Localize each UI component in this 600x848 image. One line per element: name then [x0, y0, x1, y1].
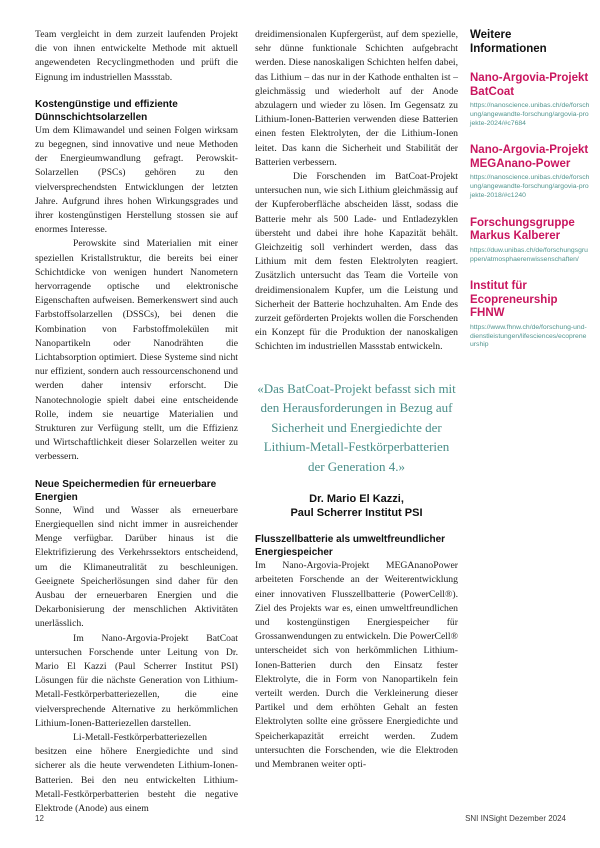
- sidebar-entry-link[interactable]: https://www.fhnw.ch/de/forschung-und-dienstleistungen/lifesciences/ecopreneurship: [470, 323, 587, 349]
- sidebar-entry-link[interactable]: https://nanoscience.unibas.ch/de/forschung/angewandte-forschung/argovia-projekte-2018/#c1240: [470, 174, 590, 199]
- body-paragraph: Im Nano-Argovia-Projekt BatCoat untersuchen Forschende unter Leitung von Dr. Mario El Kazzi (Paul Scherrer Institut PSI) Lösungen für die nächste Generation von Lithium-Metall-Festkörperbatteriezellen, die eine vielversprechende Alternative zu herkömmlichen Lithium-Ionen-Batteriezellen darstellen.: [35, 632, 238, 729]
- sidebar-entry-label: Nano-Argovia-Projekt MEGAnano-Power: [470, 144, 589, 170]
- page-number: 12: [35, 814, 44, 823]
- section-heading-flowcell: Flusszellbatterie als umweltfreundlicher Energiespeicher: [255, 534, 446, 559]
- body-paragraph: Die Forschenden im BatCoat-Projekt untersuchen nun, wie sich Lithium gleichmässig auf der Kupferoberfläche abscheiden lässt, sodass die Batterie mehr als 500 Lade- und Entladezyklen übersteht und dabei ihre hohe Kapazität behält. Gleichzeitig soll verhindert werden, dass das Lithium mit dem festen Elektrolyten reagiert. Zusätzlich untersucht das Team die Vorteile von dreidimensionalem Kupfer, um die Leistung und Sicherheit der Batterie hochzuhalten. Am Ende des zurzeit geförderten Projekts wollen die Forschenden ein Konzept für die Produktion der nanoskaligen Schichten im industriellen Massstab entwickeln.: [255, 171, 458, 353]
- pull-quote: «Das BatCoat-Projekt befasst sich mit den Herausforderungen in Bezug auf Sicherheit und Energiedichte der Lithium-Metall-Festkörperbatterien der Generation 4.»: [257, 380, 456, 474]
- section-heading-solar: Kostengünstige und effiziente Dünnschichtsolarzellen: [35, 98, 178, 123]
- section-heading-storage: Neue Speichermedien für erneuerbare Energien: [35, 478, 217, 503]
- sidebar-entry-meganano: [470, 144, 590, 200]
- body-paragraph: Im Nano-Argovia-Projekt MEGAnanoPower arbeiteten Forschende an der Weiterentwicklung einer innovativen Flusszellbatterie (PowerCell®). Ziel des Projekts war es, einen umweltfreundlichen und kostengünstigen Energiespeicher für Grossanwendungen zu entwickeln. Die PowerCell® unterscheidet sich von herkömmlichen Lithium-Ionen-Batterien durch den Einsatz fester Elektrolyte, die in Form von Nanopartikeln fein verteilt werden. Durch die Verkleinerung dieser Partikel und dem erhöhten Gehalt an festen Elektrolyten sollte eine grössere Energiedichte und Speicherkapazität erreicht werden. Zudem untersuchten die Forschenden, wie die Elektroden und Membranen weiter opti-: [255, 560, 458, 771]
- body-paragraph: Perowskite sind Materialien mit einer speziellen Kristallstruktur, die bereits bei einer Schichtdicke von wenigen hundert Nanometern hervorragende optische und elektronische Eigenschaften aufweisen. Bemerkenswert sind auch Farbstoffsolarzellen (DSSCs), bei denen die Kombination von Farbstoffmolekülen mit Nanopartikeln oder Nanodrähten die Lichtabsorption optimiert. Diese Systeme sind nicht nur effizient, sondern auch ressourcenschonend und werden daher intensiv erforscht. Die Nanotechnologie spielt dabei eine entscheidende Rolle, indem sie neuartige Materialien und Strukturen zur Verfügung stellt, um die Effizienz und Wirtschaftlichkeit dieser Solarzellen weiter zu verbessern.: [35, 238, 238, 463]
- body-paragraph: Um dem Klimawandel und seinen Folgen wirksam zu begegnen, sind innovative und neue Methoden der Energieumwandlung gefragt. Perowskit-Solarzellen (PSCs) gehören zu den vielversprechendsten Entwicklungen der letzten Jahre. Aufgrund ihres hohen Wirkungsgrades und ihrer kostengünstigen Herstellung stossen sie auf enormes Interesse.: [35, 124, 238, 236]
- sidebar: [470, 28, 590, 350]
- quote-attribution-org: Paul Scherrer Institut PSI: [290, 507, 423, 520]
- sidebar-entry-link[interactable]: https://duw.unibas.ch/de/forschungsgruppen/atmosphaerenwissenschaften/: [470, 246, 588, 263]
- body-paragraph: Team vergleicht in dem zurzeit laufenden Projekt die von ihnen entwickelte Methode mit aktuell angewendeten Recyclingmethoden und prüft die Eignung im industriellen Massstab.: [35, 29, 238, 83]
- sidebar-entry-link[interactable]: https://nanoscience.unibas.ch/de/forschung/angewandte-forschung/argovia-projekte-2024/#c7684: [470, 102, 590, 127]
- page-footer: [35, 814, 566, 823]
- body-paragraph: Li-Metall-Festkörperbatteriezellen besitzen eine höhere Energiedichte und sind sicherer als die heute verwendeten Lithium-Ionen-Batterien. Bei den neu entwickelten Lithium-Metall-Festkörperbatterien besteht die negative Elektrode (Anode) aus einem: [35, 731, 238, 814]
- sidebar-entry-label: Nano-Argovia-Projekt BatCoat: [470, 72, 589, 98]
- sidebar-title: Weitere Informationen: [470, 29, 547, 55]
- middle-column: [255, 28, 458, 772]
- footer-publication: SNI INSight Dezember 2024: [465, 814, 566, 823]
- sidebar-entry-batcoat: [470, 72, 590, 128]
- quote-attribution-name: Dr. Mario El Kazzi,: [309, 493, 404, 506]
- sidebar-entry-label: Forschungsgruppe Markus Kalberer: [470, 216, 575, 243]
- sidebar-entry-ecopreneurship: [470, 280, 590, 350]
- quote-attribution: [255, 492, 458, 520]
- left-column: [35, 28, 238, 816]
- body-paragraph: dreidimensionalen Kupfergerüst, auf dem spezielle, sehr dünne funktionale Schichten aufgebracht werden. Diese nanoskaligen Schichten helfen dabei, das Lithium – das nur in der Kathode enthalten ist – gleichmässig und wiederholt auf der Anode abzulagern und wieder zu lösen. Im Gegensatz zu Lithium-Ionen-Batterien verwenden diese Batterien einen festen Elektrolyten, der die Lithium-Ionen leitet. Das kann die Sicherheit und Stabilität der Batterien verbessern.: [255, 29, 458, 168]
- sidebar-entry-label: Institut für Ecopreneurship FHNW: [470, 280, 558, 320]
- sidebar-entry-kalberer: [470, 217, 590, 265]
- body-paragraph: Sonne, Wind und Wasser als erneuerbare Energiequellen sind nicht immer in ausreichender Menge verfügbar. Darüber hinaus ist die Elektrifizierung des Verkehrssektors entscheidend, um die Klimaneutralität zu beschleunigen. Geeignete Speicherlösungen sind daher für den Ausbau der erneuerbaren Energien und die Dekarbonisierung der menschlichen Aktivitäten unerlässlich.: [35, 504, 238, 630]
